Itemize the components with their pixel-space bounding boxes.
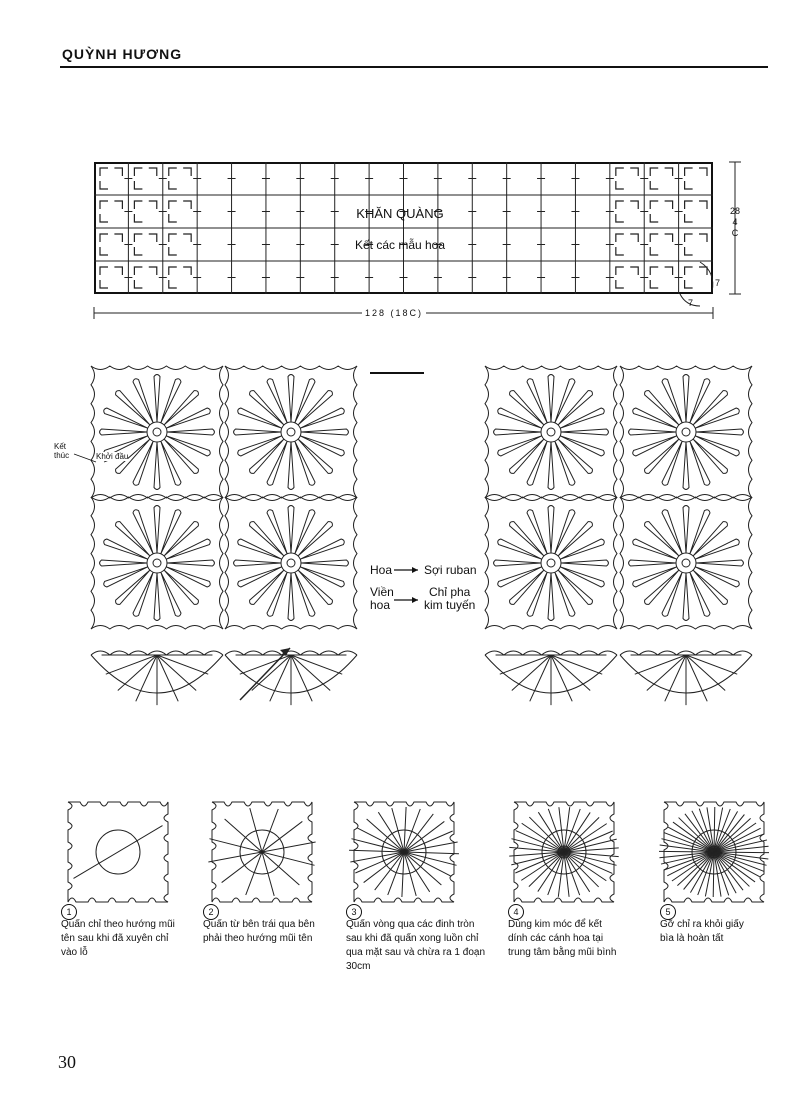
end-label: Kết thúc — [54, 442, 70, 460]
step-3-text: Quấn vòng qua các đinh tròn sau khi đã quấn xong luồn chỉ qua mặt sau và chừa ra 1 đoạn 30cm — [346, 919, 486, 972]
scheme-subtitle: Kết các mẫu hoa — [354, 238, 446, 252]
step-board — [208, 802, 315, 902]
step-4-text: Dùng kim móc để kết dính các cánh hoa tại trung tâm bằng mũi bình — [508, 919, 617, 958]
step-board — [659, 802, 769, 902]
page-number: 30 — [58, 1052, 76, 1072]
step-4-number: 4 — [508, 904, 524, 920]
square-size-label-b: 7 — [688, 298, 694, 308]
step-5-number: 5 — [660, 904, 676, 920]
start-label: Khởi đầu — [96, 452, 129, 461]
step-1-number: 1 — [61, 904, 77, 920]
scheme-height-label: 28 4 C — [729, 206, 740, 238]
thread-line — [74, 826, 163, 879]
step-2-number: 2 — [203, 904, 219, 920]
scheme-width-label: 128 (18C) — [362, 308, 426, 318]
running-header: QUỲNH HƯƠNG — [62, 46, 183, 62]
legend-border-right: Chỉ pha kim tuyến — [424, 585, 476, 612]
step-3-number: 3 — [346, 904, 362, 920]
step-board — [509, 802, 619, 902]
step-2-text: Quấn từ bên trái qua bên phải theo hướng mũi tên — [203, 919, 315, 944]
step-board — [349, 802, 459, 902]
step-5-text: Gỡ chỉ ra khỏi giấy bìa là hoàn tất — [660, 919, 744, 944]
square-size-label-a: 7 — [715, 278, 721, 288]
scheme-title: KHĂN QUÀNG — [356, 206, 444, 221]
legend-flower-right: Sợi ruban — [424, 563, 477, 577]
legend-border-left: Viền hoa — [370, 585, 394, 612]
legend-flower-left: Hoa — [370, 563, 393, 577]
step-board — [68, 802, 168, 902]
thread-line — [208, 842, 315, 862]
step-1-text: Quấn chỉ theo hướng mũi tên sau khi đã xuyên chỉ vào lỗ — [61, 919, 175, 958]
